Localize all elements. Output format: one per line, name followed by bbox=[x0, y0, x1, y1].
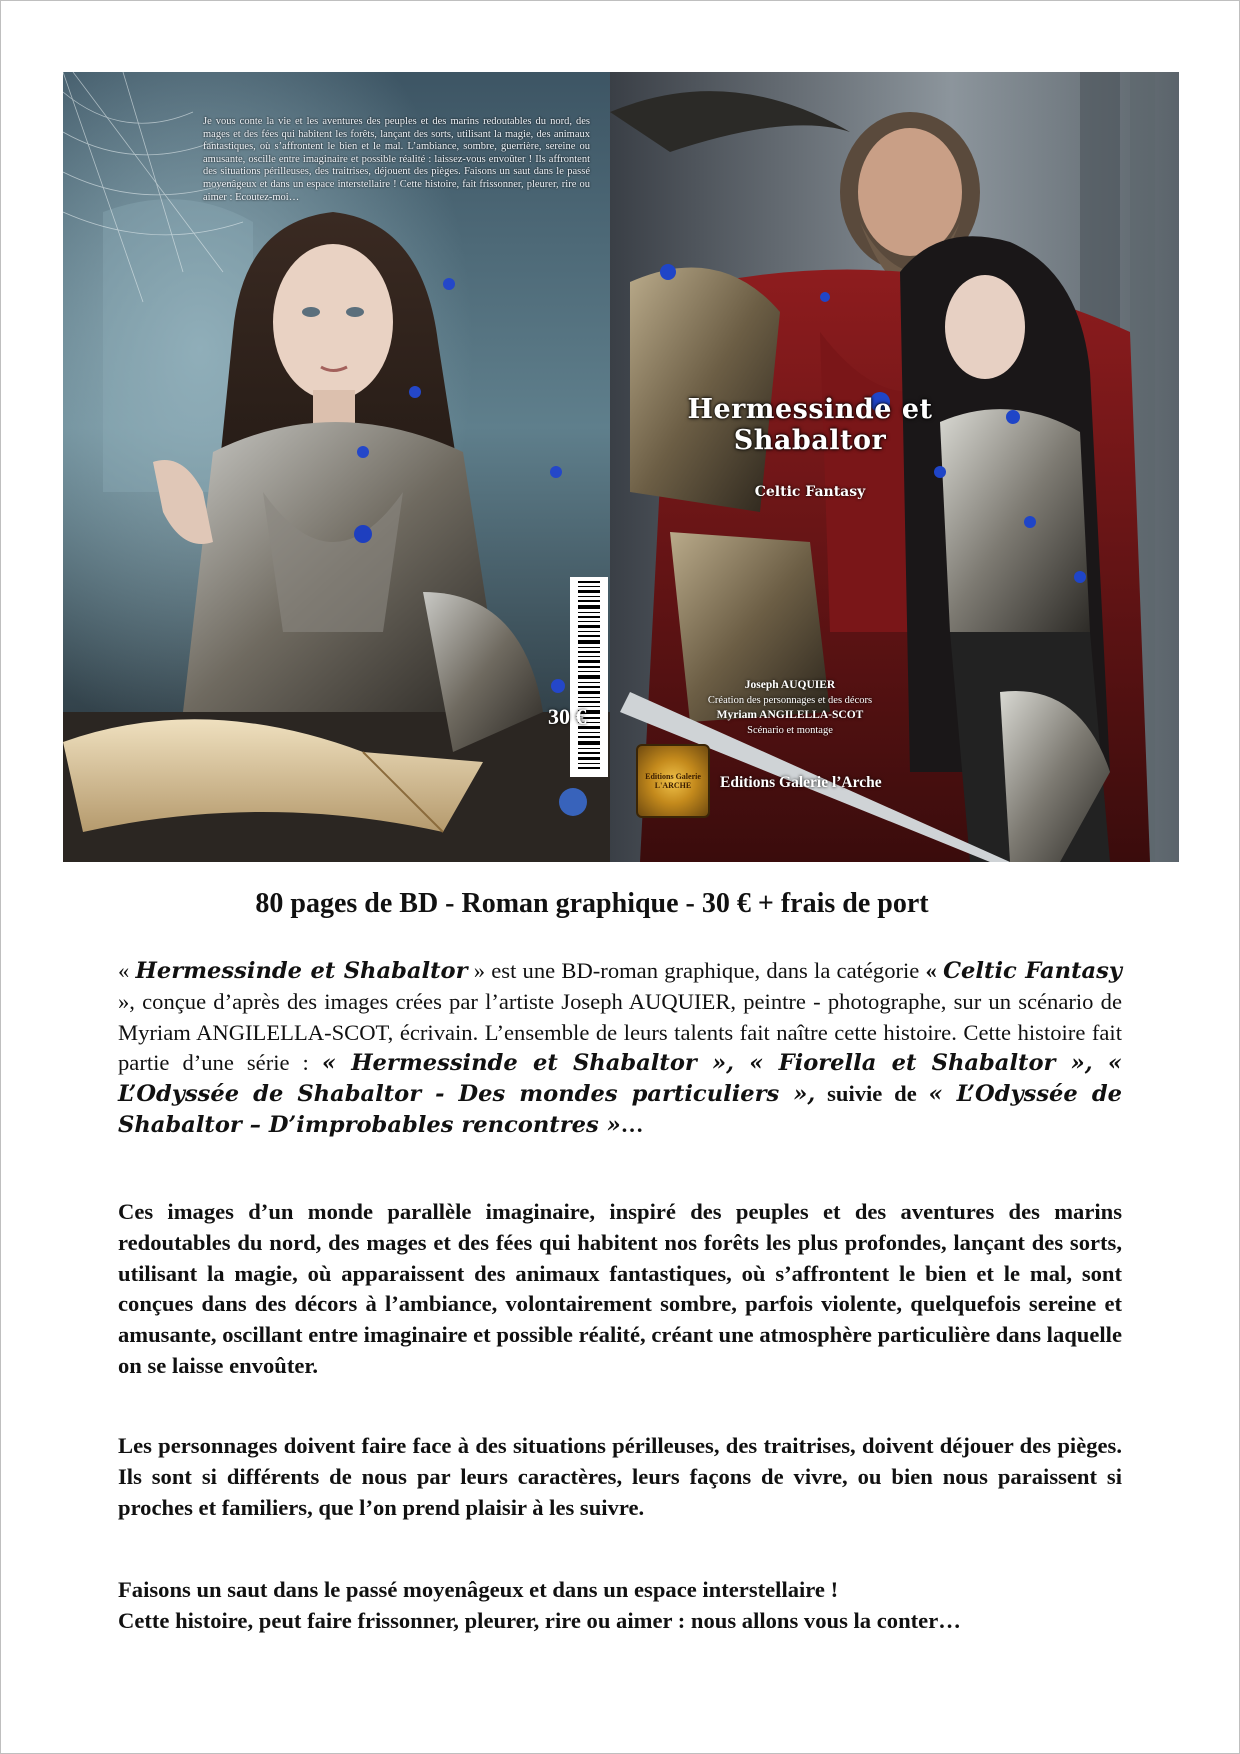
intro-text-2: », conçue d’après des images crées par l’artiste Joseph AUQUIER, peintre - photographe, sur un scénario de Myriam ANGILELLA-SCOT, écrivain. L’ensemble de leurs talents fait naître cette histoire. Cette histoire fait partie d’une série : bbox=[118, 988, 1122, 1076]
quote-open: « bbox=[118, 958, 136, 983]
intro-text-4: … bbox=[620, 1111, 644, 1137]
publisher-logo bbox=[636, 744, 710, 818]
cover-credits bbox=[670, 678, 910, 738]
publisher-logo-text: Editions Galerie L'ARCHE bbox=[645, 772, 701, 790]
intro-text-1: » est une BD-roman graphique, dans la catégorie bbox=[467, 958, 926, 983]
series-book-3: « L’Odyssée de Shabaltor - Des mondes particuliers », bbox=[118, 1050, 1123, 1108]
paragraph-images: Ces images d’un monde parallèle imaginaire, inspiré des peuples et des aventures des marins redoutables du nord, des mages et des fées qui habitent nos forêts les plus profondes, lançant des sorts, utilisant la magie, où apparaissent des animaux fantastiques, où s’affrontent le bien et le mal, sont conçues dans des décors à l’ambiance, volontairement sombre, parfois violente, quelquefois sereine et amusante, oscillant entre imaginaire et possible réalité, créant une atmosphère particulière dans laquelle on se laisse envoûter. bbox=[118, 1199, 1122, 1378]
back-cover-blurb: Je vous conte la vie et les aventures des peuples et des marins redoutables du nord, des mages et des fées qui habitent les forêts, lançant des sorts, utilisant la magie, des animaux fantastiques, où s’affrontent le bien et le mal. L’ambiance, sombre, guerrière, sereine ou amusante, oscille entre imaginaire et possible réalité : laissez-vous envoûter ! Ils affrontent des situations périlleuses, des traitrises, déjouent des pièges. Faisons un saut dans le passé moyenâgeux et dans un espace interstellaire ! Cette histoire, fait frissonner, pleurer, rire ou aimer : Ecoutez-moi… bbox=[203, 116, 590, 203]
intro-text-3: suivie de bbox=[815, 1081, 929, 1107]
paragraph-closing bbox=[118, 1575, 1122, 1637]
cover-author-role: Création des personnages et des décors bbox=[707, 695, 873, 706]
cover-title: Hermessinde et Shabaltor bbox=[687, 394, 933, 456]
genre-name: Celtic Fantasy bbox=[943, 958, 1122, 984]
barcode-graphic bbox=[570, 577, 608, 777]
closing-line-1: Faisons un saut dans le passé moyenâgeux et dans un espace interstellaire ! bbox=[118, 1577, 839, 1602]
paragraph-characters: Les personnages doivent faire face à des situations périlleuses, des traitrises, doivent déjouer des pièges. Ils sont si différents de nous par leurs caractères, leurs façons de vivre, ou bien nous paraissent si proches et familiers, que l’on prend plaisir à les suivre. bbox=[118, 1433, 1122, 1520]
back-cover-price: 30 € bbox=[548, 704, 587, 729]
headline: 80 pages de BD - Roman graphique - 30 € + frais de port bbox=[255, 888, 929, 919]
cover-writer-role: Scénario et montage bbox=[747, 725, 833, 736]
cover-author: Joseph AUQUIER bbox=[744, 679, 836, 691]
series-book-4: « L’Odyssée de Shabaltor – D’improbables rencontres » bbox=[118, 1081, 1122, 1138]
barcode bbox=[570, 577, 608, 777]
cover-subtitle: Celtic Fantasy bbox=[754, 484, 866, 500]
cover-publisher: Editions Galerie l’Arche bbox=[720, 774, 882, 791]
series-title: Hermessinde et Shabaltor bbox=[135, 958, 468, 984]
cover-writer: Myriam ANGILELLA-SCOT bbox=[716, 709, 864, 721]
quote-open-2: « bbox=[925, 958, 944, 983]
back-cover bbox=[63, 72, 610, 862]
closing-line-2: Cette histoire, peut faire frissonner, pleurer, rire ou aimer : nous allons vous la conter… bbox=[118, 1607, 961, 1633]
series-book-2: « Fiorella et Shabaltor », bbox=[734, 1050, 1093, 1077]
paragraph-intro bbox=[118, 956, 1122, 1141]
series-book-1: « Hermessinde et Shabaltor », bbox=[321, 1050, 735, 1077]
front-cover bbox=[610, 72, 1179, 862]
book-cover-image bbox=[63, 72, 1179, 862]
